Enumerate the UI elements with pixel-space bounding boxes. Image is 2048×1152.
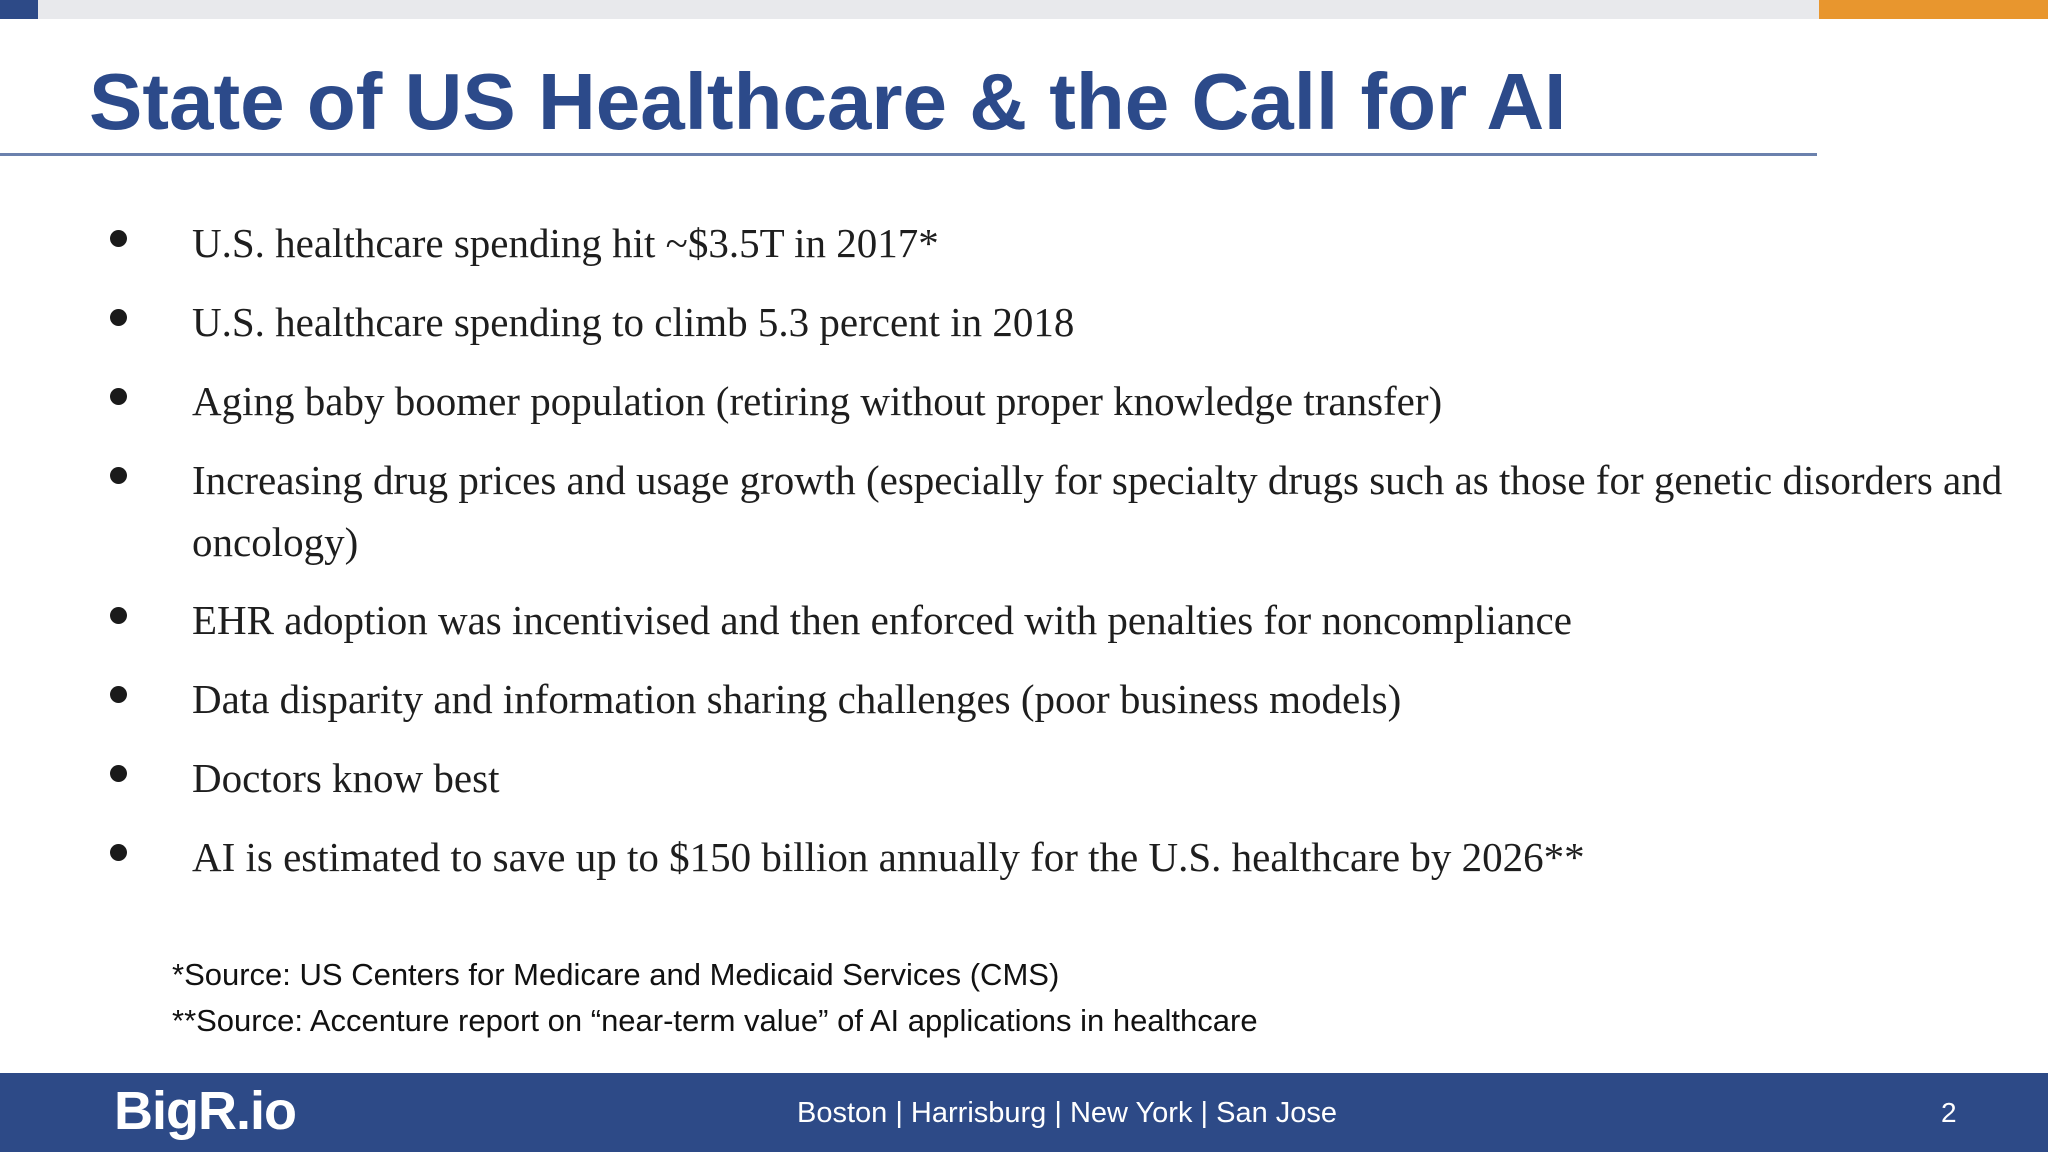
top-accent-bar xyxy=(0,0,2048,19)
bullet-text: EHR adoption was incentivised and then enforced with penalties for noncompliance xyxy=(192,597,1572,643)
bigr-logo: BigR.io xyxy=(114,1081,296,1141)
office-locations: Boston | Harrisburg | New York | San Jose xyxy=(797,1097,1338,1129)
bullet-dot xyxy=(110,230,127,247)
footer-bar xyxy=(0,1073,2048,1152)
footnote-cms-source: *Source: US Centers for Medicare and Medicaid Services (CMS) xyxy=(172,957,1060,992)
bullet-text: U.S. healthcare spending hit ~$3.5T in 2017* xyxy=(192,220,939,266)
bullet-text: AI is estimated to save up to $150 billion annually for the U.S. healthcare by 2026** xyxy=(192,834,1585,880)
bullet-text: Aging baby boomer population (retiring without proper knowledge transfer) xyxy=(192,378,1443,424)
bullet-dot xyxy=(110,686,127,703)
bullet-text: Increasing drug prices and usage growth (especially for specialty drugs such as those for genetic disorders and oncology) xyxy=(192,457,2003,565)
bullet-text: U.S. healthcare spending to climb 5.3 percent in 2018 xyxy=(192,299,1075,345)
top-right-accent xyxy=(1819,0,2048,19)
bullet-dot xyxy=(110,844,127,861)
bullet-text: Doctors know best xyxy=(192,755,500,801)
top-left-accent xyxy=(0,0,38,19)
bullet-dot xyxy=(110,467,127,484)
bullet-text: Data disparity and information sharing challenges (poor business models) xyxy=(192,676,1402,722)
bullet-dot xyxy=(110,607,127,624)
title-divider xyxy=(0,153,1817,156)
footnote-accenture-source: **Source: Accenture report on “near-term value” of AI applications in healthcare xyxy=(172,1003,1258,1038)
bullet-dot xyxy=(110,388,127,405)
page-number: 2 xyxy=(1941,1097,1957,1128)
slide-title: State of US Healthcare & the Call for AI xyxy=(89,57,1567,146)
footnotes xyxy=(172,952,1258,1044)
bullet-dot xyxy=(110,765,127,782)
bullet-dot xyxy=(110,309,127,326)
